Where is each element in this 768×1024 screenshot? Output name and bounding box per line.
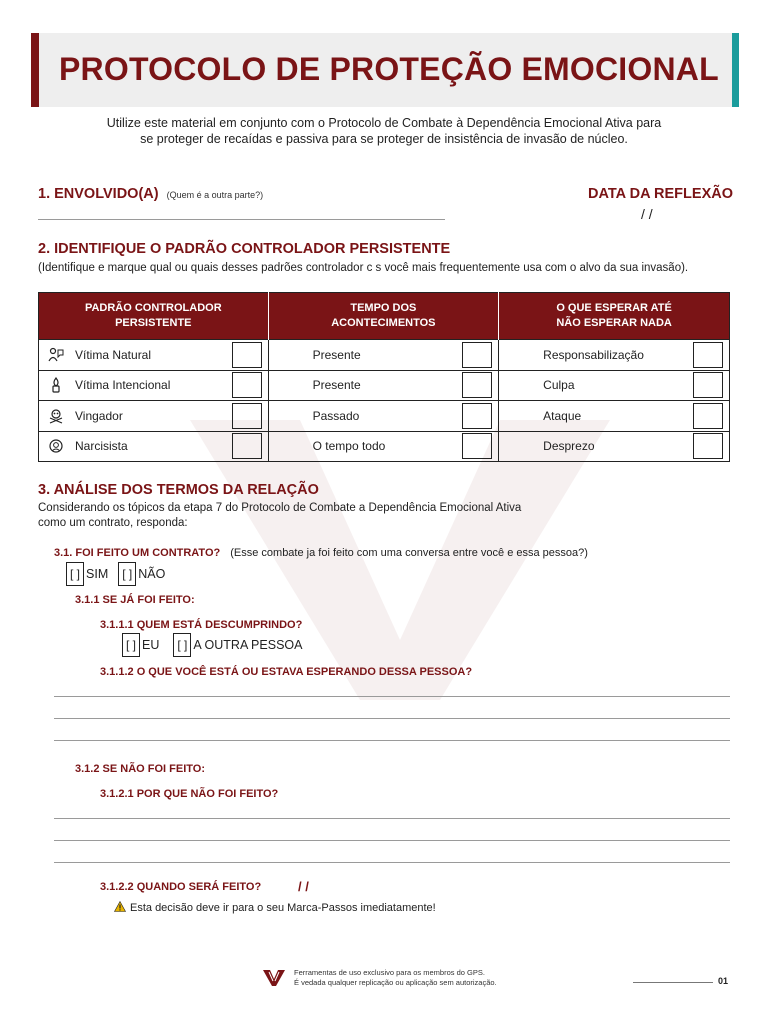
section3-title: 3. ANÁLISE DOS TERMOS DA RELAÇÃO (38, 482, 319, 498)
question-3-1-label: 3.1. FOI FEITO UM CONTRATO? (54, 547, 221, 559)
expect-cell (499, 340, 730, 371)
expect-cell (499, 431, 730, 462)
expect-cell (499, 370, 730, 401)
banner-accent-left (31, 33, 39, 107)
time-cell (268, 370, 499, 401)
section3-body-line-2: como um contrato, responda: (38, 517, 188, 529)
envolvido-input-line[interactable] (38, 219, 445, 220)
question-3-1 (54, 547, 588, 559)
question-3-1-1-2: 3.1.1.2 O QUE VOCÊ ESTÁ OU ESTAVA ESPERANDO DESSA PESSOA? (100, 666, 473, 678)
answer-line[interactable] (54, 862, 730, 863)
pattern-label: Vítima Natural (75, 347, 152, 362)
expect-checkbox[interactable] (693, 403, 723, 429)
question-3-1-1: 3.1.1 SE JÁ FOI FEITO: (75, 594, 195, 606)
answer-line[interactable] (54, 696, 730, 697)
time-checkbox[interactable] (462, 403, 492, 429)
pattern-checkbox[interactable] (232, 403, 262, 429)
nao-checkbox[interactable]: [ ] (118, 562, 136, 586)
pattern-table (38, 292, 730, 462)
expect-label: Ataque (543, 408, 582, 423)
time-label: Passado (312, 408, 360, 423)
expect-checkbox[interactable] (693, 372, 723, 398)
eu-checkbox[interactable]: [ ] (122, 633, 140, 657)
eu-label: EU (142, 638, 160, 652)
time-label: Presente (312, 347, 361, 362)
time-cell (268, 431, 499, 462)
footer-divider (633, 982, 713, 983)
brand-logo (262, 968, 286, 988)
table-row (39, 401, 730, 432)
warning-icon (114, 901, 126, 915)
warning-note (114, 901, 436, 915)
outra-pessoa-checkbox[interactable]: [ ] (173, 633, 191, 657)
section3-body (38, 501, 558, 531)
nao-label: NÃO (138, 567, 166, 581)
pattern-cell (39, 401, 269, 432)
time-checkbox[interactable] (462, 372, 492, 398)
pattern-checkbox[interactable] (232, 433, 262, 459)
sim-label: SIM (86, 567, 109, 581)
time-checkbox[interactable] (462, 433, 492, 459)
expect-checkbox[interactable] (693, 433, 723, 459)
expect-checkbox[interactable] (693, 342, 723, 368)
pattern-label: Vítima Intencional (75, 378, 171, 393)
question-3-1-note: (Esse combate ja foi feito com uma conversa entre você e essa pessoa?) (230, 547, 588, 559)
section1-title (38, 186, 263, 202)
footer-line-1: Ferramentas de uso exclusivo para os membros do GPS. (294, 968, 485, 977)
header-time: TEMPO DOS ACONTECIMENTOS (268, 293, 499, 340)
victim-natural-icon (47, 346, 65, 364)
narcissist-icon (47, 437, 65, 455)
pattern-cell (39, 431, 269, 462)
section3-body-line-1: Considerando os tópicos da etapa 7 do Protocolo de Combate a Dependência Emocional Ativa (38, 502, 522, 514)
date-label: DATA DA REFLEXÃO (588, 186, 733, 202)
title-banner (31, 33, 739, 107)
section2-subtitle: (Identifique e marque qual ou quais desses padrões controlador c s você mais frequentemente usa com o alvo da sua invasão). (38, 262, 689, 274)
header-expect: O QUE ESPERAR ATÉ NÃO ESPERAR NADA (499, 293, 730, 340)
question-3-1-2: 3.1.2 SE NÃO FOI FEITO: (75, 763, 205, 775)
question-3-1-2-1: 3.1.2.1 POR QUE NÃO FOI FEITO? (100, 788, 279, 800)
time-checkbox[interactable] (462, 342, 492, 368)
page-title: PROTOCOLO DE PROTEÇÃO EMOCIONAL (59, 51, 719, 87)
expect-label: Responsabilização (543, 347, 644, 362)
answer-line[interactable] (54, 840, 730, 841)
pattern-cell (39, 340, 269, 371)
page-number: 01 (718, 976, 729, 986)
time-cell (268, 401, 499, 432)
table-row (39, 431, 730, 462)
expect-label: Culpa (543, 378, 575, 393)
table-header-row (39, 293, 730, 340)
section1-note: (Quem é a outra parte?) (166, 190, 264, 200)
who-options (122, 633, 302, 657)
when-date-input[interactable]: / / (298, 879, 309, 894)
pattern-label: Vingador (75, 408, 123, 423)
answer-line[interactable] (54, 818, 730, 819)
table-row (39, 370, 730, 401)
footer-line-2: É vedada qualquer replicação ou aplicação sem autorização. (294, 978, 497, 987)
answer-line[interactable] (54, 718, 730, 719)
banner-accent-right (732, 33, 739, 107)
table-row (39, 340, 730, 371)
outra-pessoa-label: A OUTRA PESSOA (193, 638, 303, 652)
intro-line-2: se proteger de recaídas e passiva para se proteger de insistência de invasão de núcleo. (140, 132, 628, 146)
avenger-icon (47, 407, 65, 425)
victim-intentional-icon (47, 376, 65, 394)
section1-title-text: 1. ENVOLVIDO(A) (38, 186, 159, 202)
sim-checkbox[interactable]: [ ] (66, 562, 84, 586)
expect-label: Desprezo (543, 439, 595, 454)
header-pattern: PADRÃO CONTROLADOR PERSISTENTE (39, 293, 269, 340)
pattern-checkbox[interactable] (232, 342, 262, 368)
pattern-cell (39, 370, 269, 401)
intro-line-1: Utilize este material em conjunto com o Protocolo de Combate à Dependência Emocional Ativa para (106, 116, 662, 130)
contract-options (66, 562, 165, 586)
time-cell (268, 340, 499, 371)
pattern-checkbox[interactable] (232, 372, 262, 398)
section2-title: 2. IDENTIFIQUE O PADRÃO CONTROLADOR PERSISTENTE (38, 241, 451, 257)
time-label: O tempo todo (312, 439, 386, 454)
pattern-label: Narcisista (75, 439, 128, 454)
expect-cell (499, 401, 730, 432)
warning-text: Esta decisão deve ir para o seu Marca-Passos imediatamente! (130, 902, 436, 914)
time-label: Presente (312, 378, 361, 393)
date-input[interactable]: / / (641, 206, 653, 222)
footer-disclaimer (294, 968, 497, 988)
intro-text (60, 115, 708, 147)
question-3-1-2-2: 3.1.2.2 QUANDO SERÁ FEITO? (100, 881, 262, 893)
answer-line[interactable] (54, 740, 730, 741)
question-3-1-1-1: 3.1.1.1 QUEM ESTÁ DESCUMPRINDO? (100, 619, 303, 631)
